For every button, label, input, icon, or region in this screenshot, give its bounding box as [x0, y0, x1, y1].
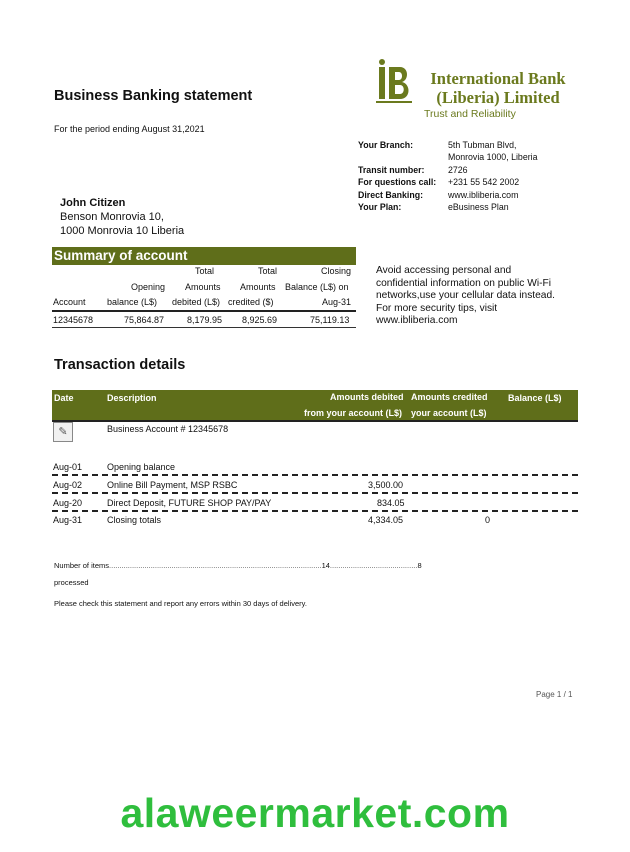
info-label: For questions call:: [358, 177, 437, 188]
attachment-icon[interactable]: ✎: [53, 422, 73, 442]
summary-divider: [52, 310, 356, 312]
summary-closing: 75,119.13: [310, 314, 350, 325]
tx-debit: 3,500.00: [368, 480, 404, 490]
bank-tagline: Trust and Reliability: [424, 108, 516, 120]
items-count-line: [54, 561, 494, 570]
tx-date: Aug-31: [53, 515, 83, 525]
items-debit-count: 14: [321, 561, 330, 570]
info-row: [358, 164, 588, 176]
info-value: Monrovia 1000, Liberia: [448, 152, 538, 163]
header-credited-sub: your account (L$): [411, 408, 487, 418]
items-label: Number of items: [54, 561, 110, 570]
tx-date: Aug-01: [53, 462, 83, 472]
info-row: [358, 176, 588, 188]
summary-header: credited ($): [228, 297, 274, 307]
summary-debited: 8,179.95: [187, 314, 223, 325]
header-credited: Amounts credited: [411, 392, 488, 402]
page-number: Page 1 / 1: [536, 690, 573, 699]
bank-name-line1: International Bank: [430, 69, 566, 88]
summary-header: Balance (L$) on: [285, 281, 349, 292]
bank-name-line2: (Liberia) Limited: [436, 88, 560, 107]
summary-opening: 75,864.87: [124, 314, 165, 325]
customer-address-line1: Benson Monrovia 10,: [60, 211, 164, 223]
transactions-header: [52, 390, 578, 420]
info-label: Direct Banking:: [358, 189, 424, 200]
statement-period: For the period ending August 31,2021: [54, 124, 205, 134]
transactions-header-rule: [52, 420, 578, 422]
summary-divider: [52, 327, 356, 328]
customer-address-line2: 1000 Monrovia 10 Liberia: [60, 225, 185, 237]
summary-header-row: [52, 282, 356, 298]
tx-description: Online Bill Payment, MSP RSBC: [107, 480, 238, 490]
header-balance: Balance (L$): [508, 393, 562, 403]
info-row: [358, 139, 588, 151]
tx-credit: 0: [485, 515, 491, 525]
tx-debit: 4,334.05: [368, 515, 404, 525]
header-date: Date: [54, 393, 74, 403]
header-debited: Amounts debited: [330, 392, 404, 402]
summary-header-row: [52, 266, 356, 282]
info-value: +231 55 542 2002: [448, 177, 520, 188]
summary-header: balance (L$): [107, 297, 158, 307]
tx-description: Direct Deposit, FUTURE SHOP PAY/PAY: [107, 498, 272, 508]
tx-description: Opening balance: [107, 462, 176, 472]
summary-table: [52, 266, 356, 330]
summary-header: Total: [258, 266, 278, 276]
summary-header: Opening: [131, 281, 166, 292]
tx-debit: 834.05: [377, 498, 405, 508]
transactions-title: Transaction details: [54, 357, 186, 373]
summary-heading: Summary of account: [52, 247, 356, 265]
items-leader: ..........................................: [329, 561, 418, 570]
customer-name: John Citizen: [60, 197, 126, 209]
transaction-row: [52, 459, 578, 475]
row-divider: [52, 492, 578, 494]
items-credit-count: 8: [417, 561, 422, 570]
info-value[interactable]: www.ibliberia.com: [448, 189, 519, 200]
info-label: [358, 151, 448, 163]
header-description: Description: [107, 393, 157, 403]
bank-logo: [376, 58, 416, 104]
summary-header: Closing: [321, 266, 352, 276]
summary-header: Aug-31: [322, 297, 352, 307]
check-note: Please check this statement and report any errors within 30 days of delivery.: [54, 599, 307, 608]
transaction-row: [52, 477, 578, 493]
info-value: 2726: [448, 164, 468, 175]
transaction-row: [52, 512, 578, 528]
watermark: alaweermarket.com: [120, 790, 510, 836]
security-tip: Avoid accessing personal and confidential information on public Wi-Fi networks,use your cellular data instead. For more security tips, visit www.ibliberia.com: [376, 265, 555, 326]
info-label: Transit number:: [358, 164, 425, 175]
tx-date: Aug-20: [53, 498, 83, 508]
summary-account: 12345678: [53, 314, 94, 325]
summary-header: Account: [53, 297, 86, 307]
row-divider: [52, 474, 578, 476]
summary-credited: 8,925.69: [242, 314, 278, 325]
tx-description: Closing totals: [107, 515, 162, 525]
info-value: 5th Tubman Blvd,: [448, 140, 517, 150]
items-leader: ......................................................................................................: [109, 561, 322, 570]
statement-title: Business Banking statement: [54, 88, 253, 104]
info-row: [358, 189, 588, 201]
summary-header: Amounts: [240, 281, 276, 292]
info-row: [358, 151, 588, 163]
bank-name: [424, 69, 572, 107]
items-processed: processed: [54, 578, 89, 587]
summary-header: Total: [195, 266, 215, 276]
info-label: Your Plan:: [358, 202, 402, 213]
info-value: eBusiness Plan: [448, 202, 509, 213]
header-debited-sub: from your account (L$): [304, 408, 403, 418]
tx-date: Aug-02: [53, 480, 83, 490]
info-label: Your Branch:: [358, 140, 414, 150]
summary-header: debited (L$): [172, 297, 221, 307]
customer-address: [60, 196, 184, 238]
info-row: [358, 201, 588, 213]
account-line: Business Account # 12345678: [107, 424, 229, 434]
transaction-row: [52, 495, 578, 511]
summary-header: Amounts: [185, 281, 221, 292]
branch-info: [358, 139, 588, 213]
